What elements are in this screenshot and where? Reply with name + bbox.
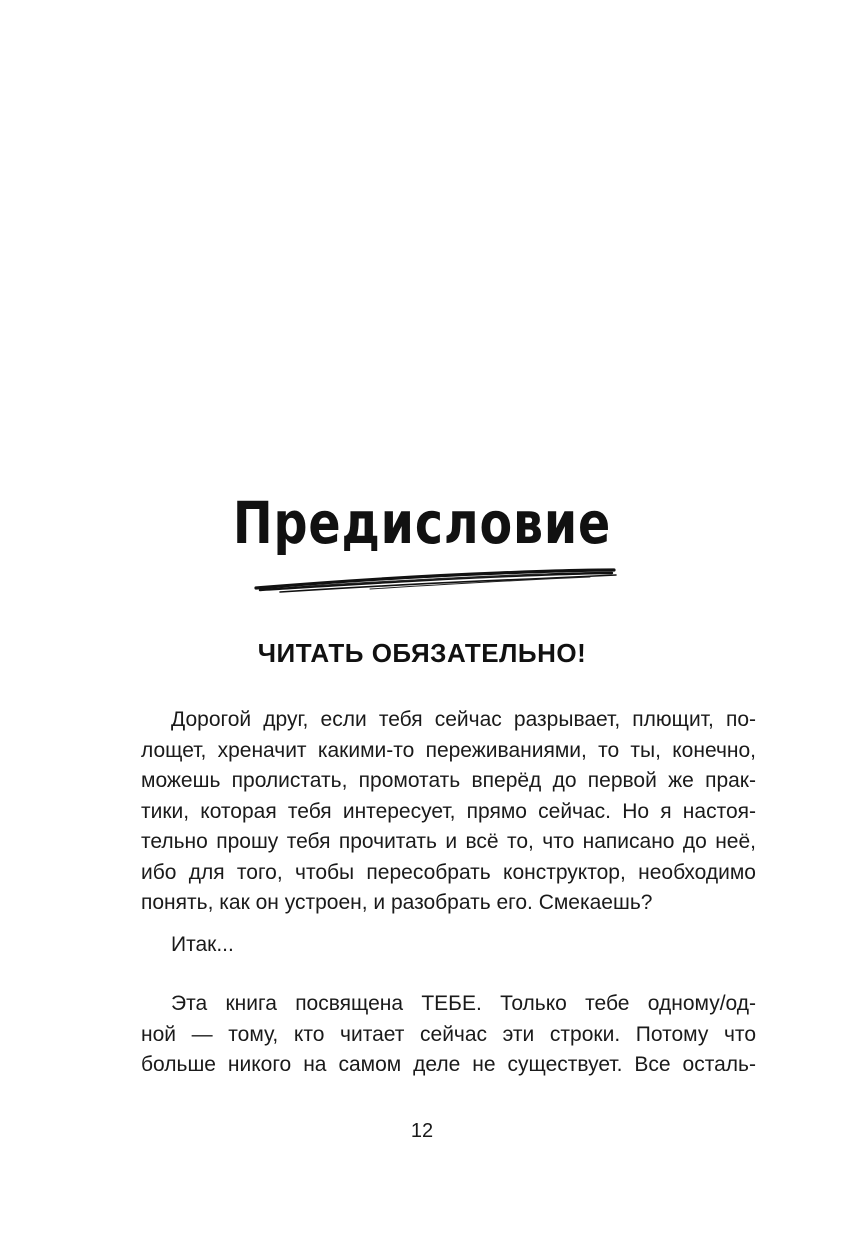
text-line: понять, как он устроен, и разобрать его. Смекаешь?: [141, 891, 653, 914]
text-line: больше никого на самом деле не существует. Все осталь-: [141, 1053, 756, 1076]
brush-underline-decoration: [250, 562, 620, 596]
section-subheading: ЧИТАТЬ ОБЯЗАТЕЛЬНО!: [257, 638, 587, 668]
text-line: тики, которая тебя интересует, прямо сейчас. Но я настоя-: [141, 799, 756, 823]
chapter-title: Предисловие: [232, 489, 612, 557]
text-line: ибо для того, чтобы пересобрать конструктор, необходимо: [141, 860, 756, 884]
text-line: Эта книга посвящена ТЕБЕ. Только тебе одному/од-: [171, 992, 756, 1015]
text-line: тельно прошу тебя прочитать и всё то, что написано до неё,: [141, 830, 756, 853]
paragraph-dedication: [141, 989, 756, 1081]
text-line: Итак...: [171, 933, 234, 956]
paragraph-itak: [141, 930, 756, 961]
text-line: ной — тому, кто читает сейчас эти строки. Потому что: [141, 1022, 756, 1046]
text-line: лощет, хреначит какими-то переживаниями, то ты, конечно,: [141, 738, 756, 762]
text-line: можешь пролистать, промотать вперёд до первой же прак-: [141, 769, 756, 792]
paragraph-intro: [141, 705, 756, 919]
page-number: 12: [410, 1120, 434, 1142]
text-line: Дорогой друг, если тебя сейчас разрывает, плющит, по-: [171, 708, 756, 731]
